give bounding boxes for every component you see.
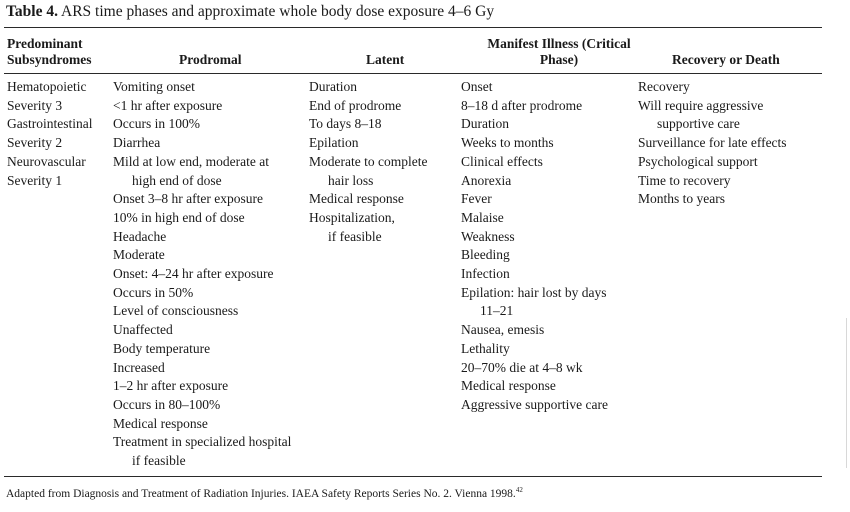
table-cell: Will require aggressive (638, 97, 764, 113)
table-cell: Body temperature (113, 340, 211, 356)
table-cell: To days 8–18 (309, 116, 382, 132)
table-cell: Lethality (461, 340, 510, 356)
table-cell: 8–18 d after prodrome (461, 97, 583, 113)
table-cell: Fever (461, 191, 492, 207)
table-cell: Nausea, emesis (461, 322, 545, 338)
table-cell: hair loss (328, 172, 374, 188)
table-cell: Occurs in 50% (113, 284, 194, 300)
table-cell: Clinical effects (461, 153, 543, 169)
table-cell: Time to recovery (638, 172, 731, 188)
table-cell: supportive care (657, 116, 740, 132)
column-manifest-illness (461, 78, 608, 415)
table-caption: ARS time phases and approximate whole body dose exposure 4–6 Gy (61, 3, 495, 20)
table-cell: Infection (461, 266, 510, 282)
header-rule (4, 73, 822, 74)
table-cell: Increased (113, 359, 165, 375)
table-cell: Weakness (461, 228, 515, 244)
table-cell: Severity 3 (7, 97, 63, 113)
column-recovery (638, 78, 787, 209)
table-cell: Gastrointestinal (7, 116, 93, 132)
column-subsyndromes (7, 78, 92, 190)
header-manifest-illness: Manifest Illness (Critical Phase) (487, 36, 631, 67)
table-cell: Malaise (461, 209, 504, 225)
table-cell: Epilation (309, 135, 359, 151)
table-cell: Aggressive supportive care (461, 396, 608, 412)
table-cell: Moderate to complete (309, 153, 428, 169)
table-title (6, 3, 494, 21)
page-edge-line (846, 318, 847, 468)
column-prodromal (113, 78, 291, 471)
table-cell: Diarrhea (113, 135, 161, 151)
table-cell: Onset 3–8 hr after exposure (113, 191, 263, 207)
header-prodromal: Prodromal (179, 52, 242, 67)
table-cell: Medical response (113, 415, 208, 431)
table-cell: Onset (461, 79, 493, 94)
table-cell: Occurs in 100% (113, 116, 200, 132)
table-cell: Vomiting onset (113, 79, 195, 94)
table-cell: Level of consciousness (113, 303, 239, 319)
table-cell: Anorexia (461, 172, 512, 188)
table-cell: if feasible (328, 228, 382, 244)
table-cell: Medical response (461, 378, 556, 394)
table-cell: Psychological support (638, 153, 758, 169)
column-latent (309, 78, 427, 246)
table-cell: Moderate (113, 247, 165, 263)
table-cell: Severity 1 (7, 172, 63, 188)
header-predominant: Predominant Subsyndromes (7, 36, 92, 67)
table-cell: End of prodrome (309, 97, 402, 113)
table-cell: 20–70% die at 4–8 wk (461, 359, 583, 375)
table-cell: high end of dose (132, 172, 222, 188)
table-cell: 10% in high end of dose (113, 209, 245, 225)
table-cell: Neurovascular (7, 153, 86, 169)
table-cell: Headache (113, 228, 167, 244)
bottom-rule (4, 476, 822, 477)
table-cell: Duration (309, 79, 357, 94)
table-cell: Medical response (309, 191, 404, 207)
table-cell: Weeks to months (461, 135, 554, 151)
header-latent: Latent (366, 52, 405, 67)
footnote-text: Adapted from Diagnosis and Treatment of Radiation Injuries. IAEA Safety Reports Series No. 2. Vienna 1998. (6, 487, 516, 500)
table-cell: Hematopoietic (7, 79, 87, 94)
table-cell: Onset: 4–24 hr after exposure (113, 266, 274, 282)
table-cell: Months to years (638, 191, 725, 207)
table-number: Table 4. (6, 3, 58, 20)
table-cell: Recovery (638, 79, 690, 94)
footnote-reference: 42 (515, 486, 523, 494)
table-cell: <1 hr after exposure (113, 97, 223, 113)
table-cell: Mild at low end, moderate at (113, 153, 269, 169)
top-rule (4, 27, 822, 28)
table-cell: if feasible (132, 453, 186, 469)
table-cell: Occurs in 80–100% (113, 396, 221, 412)
table-cell: 11–21 (480, 303, 514, 319)
table-cell: Severity 2 (7, 135, 63, 151)
table-cell: Epilation: hair lost by days (461, 284, 607, 300)
table-cell: Hospitalization, (309, 209, 395, 225)
table-cell: Bleeding (461, 247, 510, 263)
table-cell: Unaffected (113, 322, 173, 338)
table-footnote (6, 486, 523, 500)
header-recovery: Recovery or Death (672, 52, 780, 67)
table-cell: Surveillance for late effects (638, 135, 787, 151)
table-cell: 1–2 hr after exposure (113, 378, 229, 394)
table-cell: Duration (461, 116, 509, 132)
table-cell: Treatment in specialized hospital (113, 434, 292, 450)
